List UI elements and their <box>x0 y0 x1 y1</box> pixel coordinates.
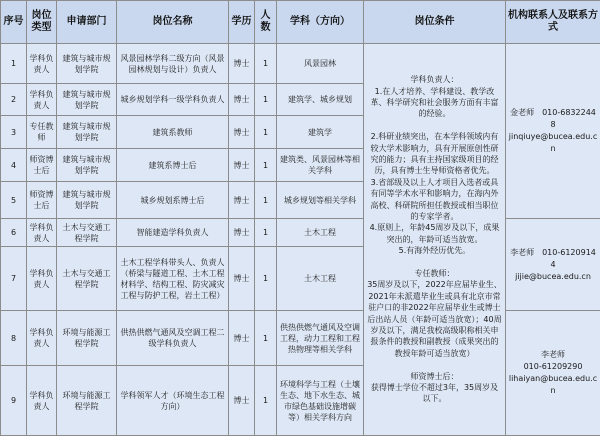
cell-dept: 建筑与城市规划学院 <box>57 84 117 116</box>
cell-type: 学科负责人 <box>27 366 57 436</box>
cell-type: 学科负责人 <box>27 311 57 366</box>
header-dept: 申请部门 <box>57 1 117 44</box>
cell-subject: 土木工程 <box>277 219 364 247</box>
table-row <box>1 311 600 366</box>
cell-seq: 5 <box>1 182 27 219</box>
contact-architecture: 金老师 010-68322448 jinqiuye@bucea.edu.cn <box>506 44 600 219</box>
cell-edu: 博士 <box>229 149 255 182</box>
cell-seq: 3 <box>1 116 27 149</box>
cell-type: 学科负责人 <box>27 219 57 247</box>
cell-subject: 风景园林 <box>277 44 364 84</box>
cell-count: 1 <box>255 116 277 149</box>
cell-dept: 建筑与城市规划学院 <box>57 44 117 84</box>
cell-subject: 土木工程 <box>277 247 364 311</box>
header-edu: 学历 <box>229 1 255 44</box>
cell-dept: 土木与交通工程学院 <box>57 219 117 247</box>
cell-count: 1 <box>255 182 277 219</box>
cell-post: 建筑系教师 <box>117 116 229 149</box>
cell-subject: 环境科学与工程（土壤生态、地下水生态、城市绿色基础设施增碳等）相关学科方向 <box>277 366 364 436</box>
cell-seq: 8 <box>1 311 27 366</box>
cell-dept: 建筑与城市规划学院 <box>57 116 117 149</box>
cell-post: 城乡规划学科一级学科负责人 <box>117 84 229 116</box>
cell-count: 1 <box>255 247 277 311</box>
contact-civil: 李老师 010-61209144 jijie@bucea.edu.cn <box>506 219 600 311</box>
cell-edu: 博士 <box>229 84 255 116</box>
header-type: 岗位类型 <box>27 1 57 44</box>
cell-edu: 博士 <box>229 182 255 219</box>
cell-count: 1 <box>255 149 277 182</box>
header-count: 人数 <box>255 1 277 44</box>
cell-edu: 博士 <box>229 219 255 247</box>
cell-type: 学科负责人 <box>27 44 57 84</box>
table-row <box>1 219 600 247</box>
cell-count: 1 <box>255 44 277 84</box>
header-row <box>1 1 600 44</box>
cell-post: 城乡规划系博士后 <box>117 182 229 219</box>
cell-edu: 博士 <box>229 116 255 149</box>
contact-environment: 李老师 010-61209290 lihaiyan@bucea.edu.cn <box>506 311 600 436</box>
cell-edu: 博士 <box>229 247 255 311</box>
cell-type: 师资博士后 <box>27 182 57 219</box>
cell-seq: 2 <box>1 84 27 116</box>
cell-dept: 土木与交通工程学院 <box>57 247 117 311</box>
cell-subject: 建筑类、风景园林等相关学科 <box>277 149 364 182</box>
cell-type: 学科负责人 <box>27 247 57 311</box>
cell-edu: 博士 <box>229 44 255 84</box>
header-subject: 学科（方向） <box>277 1 364 44</box>
table-row <box>1 44 600 84</box>
header-contact: 机构联系人及联系方式 <box>506 1 600 44</box>
header-post: 岗位名称 <box>117 1 229 44</box>
cell-subject: 建筑学、城乡规划 <box>277 84 364 116</box>
cell-post: 土木工程学科带头人、负责人（桥梁与隧道工程、土木工程材料学、结构工程、防灾减灾工程与防护工程，岩土工程） <box>117 247 229 311</box>
cell-dept: 建筑与城市规划学院 <box>57 149 117 182</box>
cell-edu: 博士 <box>229 311 255 366</box>
cell-count: 1 <box>255 366 277 436</box>
cell-type: 专任教师 <box>27 116 57 149</box>
cell-seq: 4 <box>1 149 27 182</box>
cell-post: 建筑系博士后 <box>117 149 229 182</box>
cell-seq: 6 <box>1 219 27 247</box>
cell-count: 1 <box>255 219 277 247</box>
cell-seq: 9 <box>1 366 27 436</box>
cell-post: 智能建造学科负责人 <box>117 219 229 247</box>
cell-count: 1 <box>255 84 277 116</box>
cell-edu: 博士 <box>229 366 255 436</box>
cell-count: 1 <box>255 311 277 366</box>
cell-post: 学科领军人才（环境生态工程方向） <box>117 366 229 436</box>
cell-type: 师资博士后 <box>27 149 57 182</box>
cell-seq: 1 <box>1 44 27 84</box>
cell-subject: 建筑学 <box>277 116 364 149</box>
cell-type: 学科负责人 <box>27 84 57 116</box>
cell-subject: 城乡规划等相关学科 <box>277 182 364 219</box>
cell-post: 供热供燃气通风及空调工程二级学科负责人 <box>117 311 229 366</box>
cell-subject: 供热供燃气通风及空调工程，动力工程和工程热物理等相关学科 <box>277 311 364 366</box>
conditions-cell: 学科负责人： 1.在人才培养、学科建设、教学改革、科学研究和社会服务方面有丰富的经验。 2.科研业绩突出，在本学科领域内有较大学术影响力，具有开展原创性研究的能力；具有主持国家级项目的经历，具有博士生导师资格者优先。 3.省部级及以上人才项目入选者或具有同等学术水平和影响力，在海内外高校、科研院所担任教授或相当职位的专家学者。 4.原则上，年龄45周岁及以下，成果突出的，年龄可适当放宽。 5.有海外经历优先。 专任教师： 35周岁及以下，2022年应届毕业生、2021年未派遣毕业生或具有北京市常驻户口的非2022年应届毕业生或博士后出站人员（年龄可适当放宽）；40周岁及以下，满足我校高级职称相关申报条件的教授和副教授（成果突出的教授年龄可适当放宽） 师资博士后： 获得博士学位不超过3年，35周岁及以下。 <box>364 44 506 436</box>
cell-post: 风景园林学科二级方向（风景园林规划与设计）负责人 <box>117 44 229 84</box>
cell-dept: 环境与能源工程学院 <box>57 311 117 366</box>
header-seq: 序号 <box>1 1 27 44</box>
cell-seq: 7 <box>1 247 27 311</box>
cell-dept: 建筑与城市规划学院 <box>57 182 117 219</box>
header-conditions: 岗位条件 <box>364 1 506 44</box>
cell-dept: 环境与能源工程学院 <box>57 366 117 436</box>
